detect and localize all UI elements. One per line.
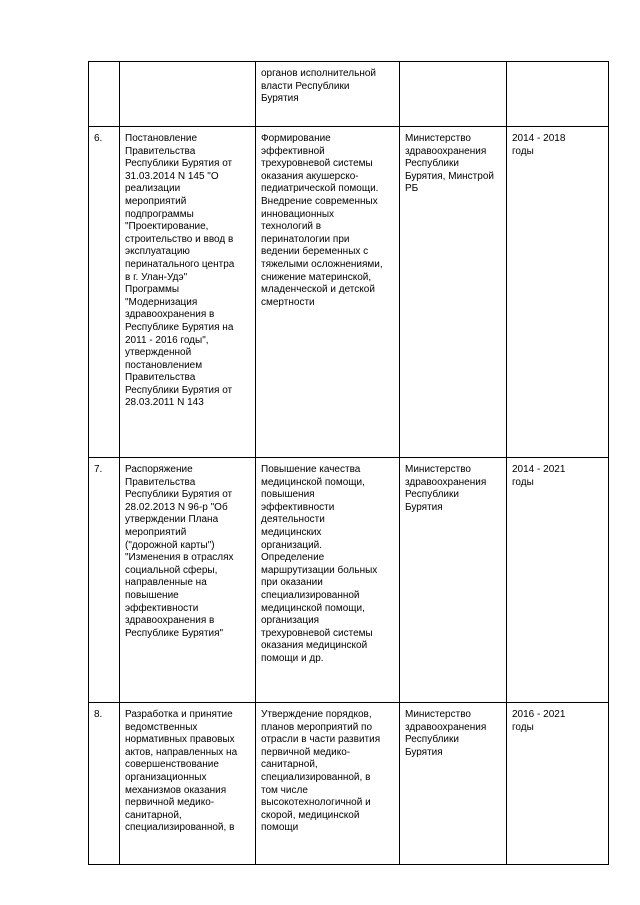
goal-cell: [256, 458, 400, 703]
period-cell: [507, 703, 609, 865]
table-row: [89, 127, 609, 458]
goal-text: Утверждение порядков, планов мероприятий по отрасли в части развития первичной медико- санитарной, специализированной, в том числе высокотехнологичной и скорой, медицинской помощи: [261, 709, 381, 834]
row-number-cell: [89, 703, 120, 865]
executor-text: Министерство здравоохранения Республики Бурятия: [405, 464, 487, 513]
period-text: 2016 - 2021 годы: [512, 709, 566, 733]
row-number: 8.: [94, 709, 103, 720]
goal-text: органов исполнительной власти Республики Бурятия: [261, 68, 376, 105]
document-table: [88, 61, 609, 865]
executor-text: Министерство здравоохранения Республики Бурятия, Минстрой РБ: [405, 133, 494, 195]
goal-cell: [256, 703, 400, 865]
document-cell: [120, 458, 256, 703]
document-text: Постановление Правительства Республики Бурятия от 31.03.2014 N 145 "О реализации мероприятий подпрограммы "Проектирование, строительство и ввод в эксплуатацию перинатального центра в г. Улан-Удэ" Программы "Модернизация здравоохранения в Республике Бурятия на 2011 - 2016 годы", утвержденной постановлением Правительства Республики Бурятия от 28.03.2011 N 143: [125, 133, 235, 409]
goal-text: Повышение качества медицинской помощи, повышения эффективности деятельности медицинских организаций. Определение маршрутизации больных при оказании специализированной медицинской помощи, организация трехуровневой системы оказания медицинской помощи и др.: [261, 464, 378, 664]
goal-cell: [256, 62, 400, 127]
executor-cell: [400, 62, 507, 127]
row-number-cell: [89, 127, 120, 458]
period-cell: [507, 458, 609, 703]
executor-cell: [400, 458, 507, 703]
executor-cell: [400, 127, 507, 458]
goal-text: Формирование эффективной трехуровневой системы оказания акушерско- педиатрической помощи. Внедрение современных инновационных технологий в перинатологии при ведении беременных с тяжелыми осложнениями, снижение материнской, младенческой и детской смертности: [261, 133, 383, 308]
table-row: [89, 458, 609, 703]
executor-text: Министерство здравоохранения Республики Бурятия: [405, 709, 487, 758]
goal-cell: [256, 127, 400, 458]
row-number: 7.: [94, 464, 103, 475]
period-cell: [507, 62, 609, 127]
table-row: [89, 62, 609, 127]
document-cell: [120, 127, 256, 458]
row-number-cell: [89, 458, 120, 703]
document-text: Распоряжение Правительства Республики Бурятия от 28.02.2013 N 96-р "Об утверждении Плана мероприятий ("дорожной карты") "Изменения в отраслях социальной сферы, направленные на повышение эффективности здравоохранения в Республике Бурятия": [125, 464, 234, 639]
table-row: [89, 703, 609, 865]
document-cell: [120, 62, 256, 127]
period-text: 2014 - 2021 годы: [512, 464, 566, 488]
row-number-cell: [89, 62, 120, 127]
document-text: Разработка и принятие ведомственных нормативных правовых актов, направленных на совершенствование организационных механизмов оказания первичной медико- санитарной, специализированной, в: [125, 709, 238, 834]
period-text: 2014 - 2018 годы: [512, 133, 566, 157]
row-number: 6.: [94, 133, 103, 144]
document-cell: [120, 703, 256, 865]
period-cell: [507, 127, 609, 458]
executor-cell: [400, 703, 507, 865]
